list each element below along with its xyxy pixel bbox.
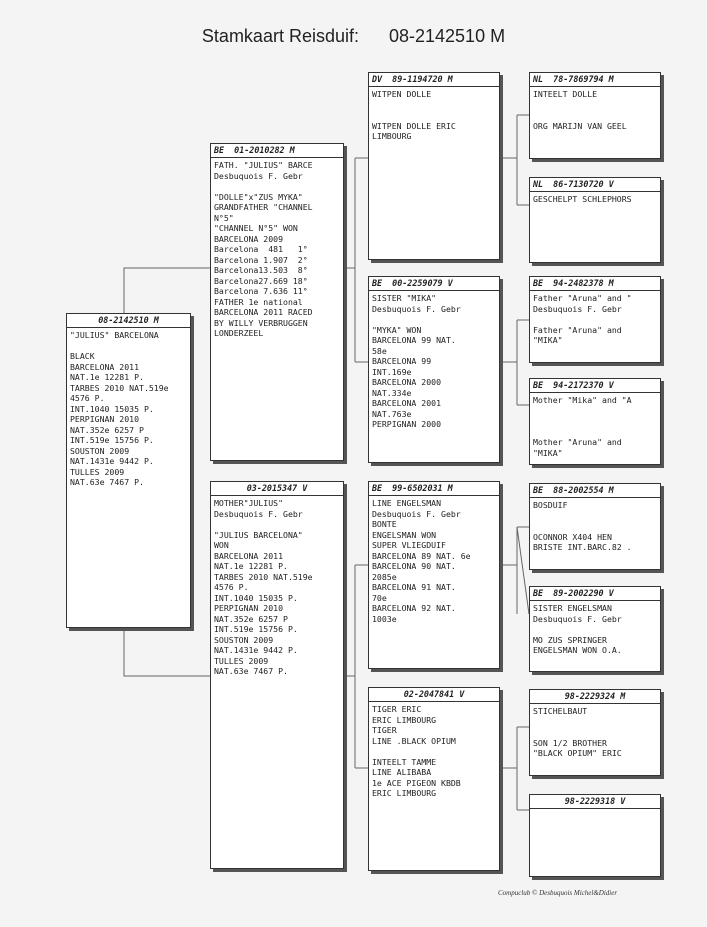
card-lines	[530, 704, 660, 761]
card-line: GRANDFATHER "CHANNEL	[214, 202, 313, 212]
ring-number: NL 86-7130720 V	[530, 178, 660, 192]
card-line: "MIKA"	[533, 335, 563, 345]
card-line: PERPIGNAN 2010	[70, 414, 140, 424]
card-line: INTEELT TAMME	[372, 756, 437, 767]
pedigree-card-ggp-4	[529, 378, 661, 465]
ring-number: DV 89-1194720 M	[369, 73, 499, 87]
card-line	[372, 100, 496, 111]
card-line: BOSDUIF	[533, 500, 568, 510]
card-line: BARCELONA 2011 RACED	[214, 307, 313, 317]
card-line: INT.519e 15756 P.	[70, 435, 154, 445]
card-line: NAT.1e 12281 P.	[214, 561, 288, 571]
card-line: NAT.352e 6257 P	[70, 424, 144, 435]
card-line: BLACK	[70, 351, 95, 361]
card-line: "JULIUS" BARCELONA	[70, 330, 159, 340]
card-line: Barcelona 7.636 11°	[214, 286, 308, 296]
card-line: BY WILLY VERBRUGGEN	[214, 317, 308, 328]
card-line: "JULIUS BARCELONA"	[214, 529, 303, 540]
card-line: SOUSTON 2009	[70, 445, 130, 456]
ring-number: BE 94-2172370 V	[530, 379, 660, 393]
ring-number: 98-2229318 V	[530, 795, 660, 809]
card-line: 1003e	[372, 613, 397, 624]
card-line: NAT.763e	[372, 408, 412, 419]
card-line	[533, 416, 657, 427]
card-line: PERPIGNAN 2010	[214, 603, 284, 613]
ring-number: 98-2229324 M	[530, 690, 660, 704]
card-line: Barcelona27.669 18°	[214, 275, 308, 286]
card-line	[533, 314, 657, 325]
card-line: LINE ENGELSMAN	[372, 498, 442, 508]
card-line: BARCELONA 2009	[214, 233, 284, 244]
card-line: TULLES 2009	[70, 466, 125, 477]
card-line: NAT.1431e 9442 P.	[214, 645, 298, 655]
card-line: LONDERZEEL	[214, 328, 264, 338]
card-line: BARCELONA 99 NAT.	[372, 335, 456, 345]
card-line	[533, 406, 657, 417]
pedigree-card-subject	[66, 313, 191, 628]
card-line: "DOLLE"x"ZUS MYKA"	[214, 191, 303, 202]
pedigree-card-ggp-2	[529, 177, 661, 263]
card-line: WITPEN DOLLE	[372, 89, 432, 99]
card-line: 4576 P.	[70, 393, 105, 403]
pedigree-card-mother	[210, 481, 344, 869]
card-lines	[67, 328, 190, 490]
card-line: 4576 P.	[214, 582, 249, 592]
card-line: OCONNOR X404 HEN	[533, 531, 612, 542]
card-lines	[530, 601, 660, 658]
card-line	[533, 100, 657, 111]
card-line: SOUSTON 2009	[214, 634, 274, 645]
card-line: SISTER ENGELSMAN	[533, 603, 612, 613]
ring-number: 08-2142510 M	[67, 314, 190, 328]
card-line: INT.1040 15035 P.	[70, 403, 154, 414]
card-line: Barcelona 1.907 2°	[214, 254, 308, 265]
card-line: BARCELONA 90 NAT.	[372, 561, 456, 571]
card-line: "CHANNEL N°5" WON	[214, 223, 298, 233]
card-line: BARCELONA 2011	[70, 361, 140, 372]
card-line: SON 1/2 BROTHER	[533, 737, 607, 748]
card-line: INT.519e 15756 P.	[214, 624, 298, 634]
ring-number: NL 78-7869794 M	[530, 73, 660, 87]
card-lines	[211, 496, 343, 679]
card-line	[70, 341, 187, 352]
card-line: Father "Aruna" and	[533, 324, 622, 335]
card-line: GESCHELPT SCHLEPHORS	[533, 194, 632, 204]
card-line: 2085e	[372, 571, 397, 582]
card-line: Desbuquois F. Gebr	[372, 303, 461, 314]
card-lines	[211, 158, 343, 341]
card-line: INTEELT DOLLE	[533, 89, 598, 99]
card-line	[372, 110, 496, 121]
card-line: "MIKA"	[533, 447, 563, 458]
card-line: TARBES 2010 NAT.519e	[70, 382, 169, 393]
ring-number: BE 01-2010282 M	[211, 144, 343, 158]
card-line: BARCELONA 91 NAT.	[372, 582, 456, 592]
card-line	[533, 624, 657, 635]
card-line: INT.1040 15035 P.	[214, 592, 298, 603]
card-line: FATH. "JULIUS" BARCE	[214, 160, 313, 170]
card-line	[214, 519, 340, 530]
card-line: MOTHER"JULIUS"	[214, 498, 284, 508]
ring-number: BE 88-2002554 M	[530, 484, 660, 498]
card-line: LINE .BLACK OPIUM	[372, 735, 456, 746]
card-line: NAT.352e 6257 P	[214, 613, 288, 624]
ring-number: BE 89-2002290 V	[530, 587, 660, 601]
card-line: Desbuquois F. Gebr	[214, 170, 303, 181]
card-lines	[530, 498, 660, 555]
card-line: NAT.1431e 9442 P.	[70, 456, 154, 466]
card-line: WON	[214, 540, 229, 550]
card-line: TIGER	[372, 725, 397, 735]
pedigree-card-ggp-5	[529, 483, 661, 570]
card-lines	[369, 87, 499, 144]
card-lines	[369, 496, 499, 626]
card-line: Desbuquois F. Gebr	[533, 303, 622, 314]
card-line: BRISTE INT.BARC.82 .	[533, 542, 632, 552]
card-lines	[369, 702, 499, 801]
card-line: BARCELONA 2011	[214, 550, 284, 561]
card-lines	[369, 291, 499, 432]
card-line: Father "Aruna" and "	[533, 293, 632, 303]
card-line: N°5"	[214, 212, 234, 223]
card-line: TIGER ERIC	[372, 704, 422, 714]
card-line: BARCELONA 2000	[372, 377, 442, 387]
card-line: NAT.334e	[372, 387, 412, 398]
card-line: LIMBOURG	[372, 131, 412, 141]
card-line: BARCELONA 99	[372, 356, 432, 366]
pedigree-card-gf-maternal	[368, 481, 500, 669]
ring-number: 03-2015347 V	[211, 482, 343, 496]
card-lines	[530, 87, 660, 133]
card-line: INT.169e	[372, 366, 412, 377]
card-line: Desbuquois F. Gebr	[533, 613, 622, 624]
card-line: Desbuquois F. Gebr	[214, 508, 303, 519]
card-line: MO ZUS SPRINGER	[533, 634, 607, 645]
pedigree-card-gm-paternal	[368, 276, 500, 463]
card-line: STICHELBAUT	[533, 706, 588, 716]
card-line: NAT.63e 7467 P.	[70, 477, 144, 487]
card-line	[533, 727, 657, 738]
card-line: TARBES 2010 NAT.519e	[214, 571, 313, 582]
card-line: ERIC LIMBOURG	[372, 788, 437, 798]
card-line: PERPIGNAN 2000	[372, 419, 442, 429]
card-line: FATHER 1e national	[214, 296, 303, 307]
card-line: Mother "Aruna" and	[533, 437, 622, 447]
card-lines	[530, 393, 660, 460]
card-line: 1e ACE PIGEON KBDB	[372, 777, 461, 788]
card-line: 58e	[372, 345, 387, 356]
pedigree-card-ggp-6	[529, 586, 661, 672]
pedigree-card-ggp-8	[529, 794, 661, 877]
card-line	[214, 181, 340, 192]
pedigree-card-ggp-1	[529, 72, 661, 159]
card-line: WITPEN DOLLE ERIC	[372, 120, 456, 131]
card-line: BARCELONA 2001	[372, 398, 442, 408]
card-line: BARCELONA 92 NAT.	[372, 603, 456, 613]
card-lines	[530, 192, 660, 207]
pedigree-card-ggp-3	[529, 276, 661, 363]
pedigree-card-ggp-7	[529, 689, 661, 776]
card-line: Mother "Mika" and "A	[533, 395, 632, 405]
card-line: ENGELSMAN WON	[372, 529, 437, 540]
card-line: BONTE	[372, 519, 397, 529]
card-line: BARCELONA 89 NAT. 6e	[372, 550, 471, 561]
card-line: Barcelona 481 1°	[214, 244, 308, 254]
card-line	[372, 314, 496, 325]
card-line	[533, 110, 657, 121]
card-line: ERIC LIMBOURG	[372, 714, 437, 725]
card-line: "BLACK OPIUM" ERIC	[533, 748, 622, 758]
card-lines	[530, 809, 660, 813]
ring-number: BE 99-6502031 M	[369, 482, 499, 496]
card-line: LINE ALIBABA	[372, 767, 432, 777]
pedigree-card-gm-maternal	[368, 687, 500, 871]
footer-credit: Compuclub © Desbuquois Michel&Didier	[498, 889, 618, 897]
card-line: NAT.1e 12281 P.	[70, 372, 144, 382]
card-line: "MYKA" WON	[372, 324, 422, 335]
title-label: Stamkaart Reisduif:	[201, 26, 359, 46]
card-line: 70e	[372, 592, 387, 603]
card-line: SUPER VLIEGDUIF	[372, 540, 446, 550]
pedigree-card-gf-paternal	[368, 72, 500, 260]
ring-number: 02-2047841 V	[369, 688, 499, 702]
card-line: TULLES 2009	[214, 655, 269, 666]
card-line: Desbuquois F. Gebr	[372, 508, 461, 519]
title-ring-number: 08-2142510 M	[388, 26, 506, 46]
card-line: Barcelona13.503 8°	[214, 265, 308, 275]
card-lines	[530, 291, 660, 348]
card-line	[372, 746, 496, 757]
card-line	[533, 427, 657, 438]
card-line: ORG MARIJN VAN GEEL	[533, 120, 627, 131]
card-line	[533, 511, 657, 522]
card-line	[533, 717, 657, 728]
card-line: ENGELSMAN WON O.A.	[533, 645, 622, 655]
card-line: SISTER "MIKA"	[372, 293, 437, 303]
ring-number: BE 94-2482378 M	[530, 277, 660, 291]
pedigree-card-father	[210, 143, 344, 461]
card-line: NAT.63e 7467 P.	[214, 666, 288, 676]
ring-number: BE 00-2259079 V	[369, 277, 499, 291]
card-line	[533, 521, 657, 532]
